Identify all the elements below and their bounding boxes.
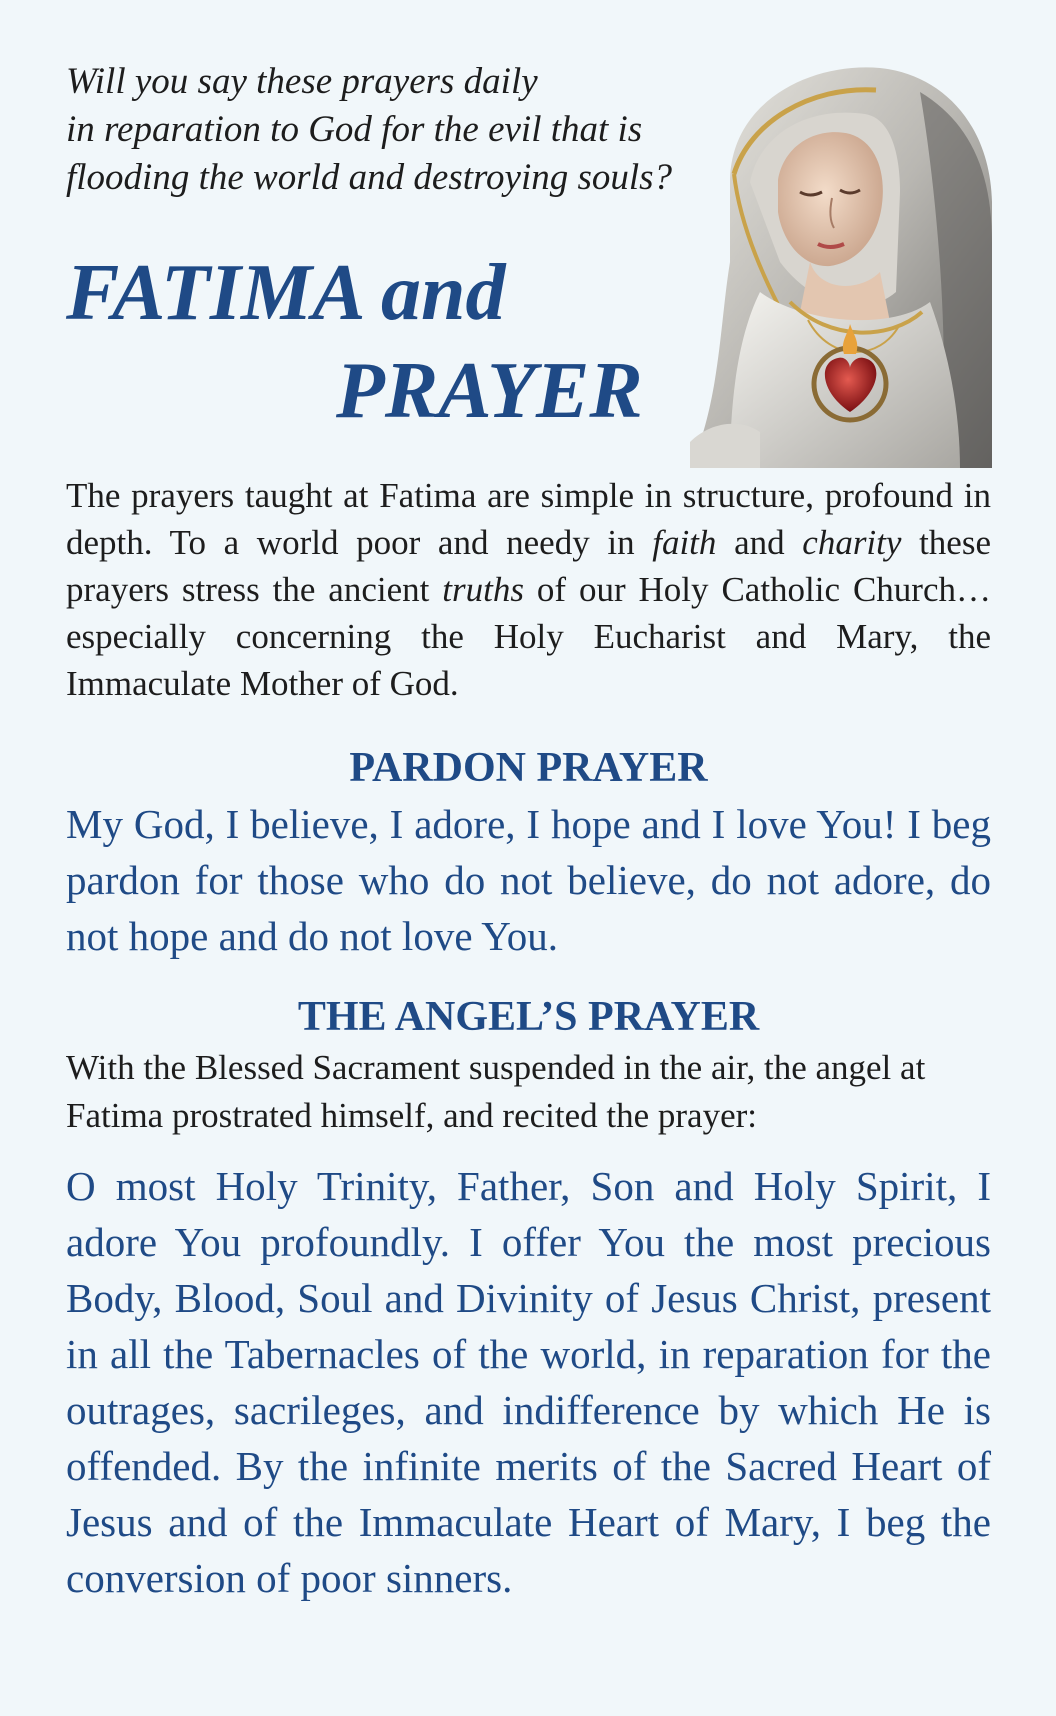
intro-line-3: flooding the world and destroying souls? xyxy=(66,157,673,198)
our-lady-of-fatima-image xyxy=(690,62,992,468)
angels-prayer-narrative: With the Blessed Sacrament suspended in the air, the angel at Fatima prostrated himself, and recited the prayer: xyxy=(66,1048,926,1135)
body-part-4: of our Holy Catholic Church… especially concerning the Holy Eucharist and Mary, the Immaculate Mother of God. xyxy=(66,570,991,703)
body-part-1: The prayers taught at Fatima are simple in structure, profound in depth. To a world poor and needy in xyxy=(66,476,991,562)
title-line-2: PRAYER xyxy=(336,347,643,435)
intro-question xyxy=(66,58,746,202)
angels-prayer-text: O most Holy Trinity, Father, Son and Holy Spirit, I adore You profoundly. I offer You the most precious Body, Blood, Soul and Divinity of Jesus Christ, present in all the Tabernacles of the world, in reparation for the outrages, sacrileges, and indifference by which He is offended. By the infinite merits of the Sacred Heart of Jesus and of the Immaculate Heart of Mary, I beg the conversion of poor sinners. xyxy=(66,1163,991,1601)
intro-line-2: in reparation to God for the evil that is xyxy=(66,109,643,150)
title-line-1: FATIMA and xyxy=(66,249,506,337)
body-part-2: and xyxy=(716,523,803,562)
body-truths: truths xyxy=(442,570,524,609)
our-lady-of-fatima-illustration xyxy=(690,62,992,468)
intro-line-1: Will you say these prayers daily xyxy=(66,61,538,102)
body-charity: charity xyxy=(802,523,902,562)
body-part-3: these prayers stress the ancient xyxy=(66,523,991,609)
body-faith: faith xyxy=(652,523,717,562)
pardon-prayer-text: My God, I believe, I adore, I hope and I love You! I beg pardon for those who do not believe, do not adore, do not hope and do not love You. xyxy=(66,801,991,959)
angels-prayer-heading: THE ANGEL’S PRAYER xyxy=(297,994,760,1040)
intro-paragraph xyxy=(66,472,991,707)
pardon-prayer-heading: PARDON PRAYER xyxy=(349,745,708,791)
